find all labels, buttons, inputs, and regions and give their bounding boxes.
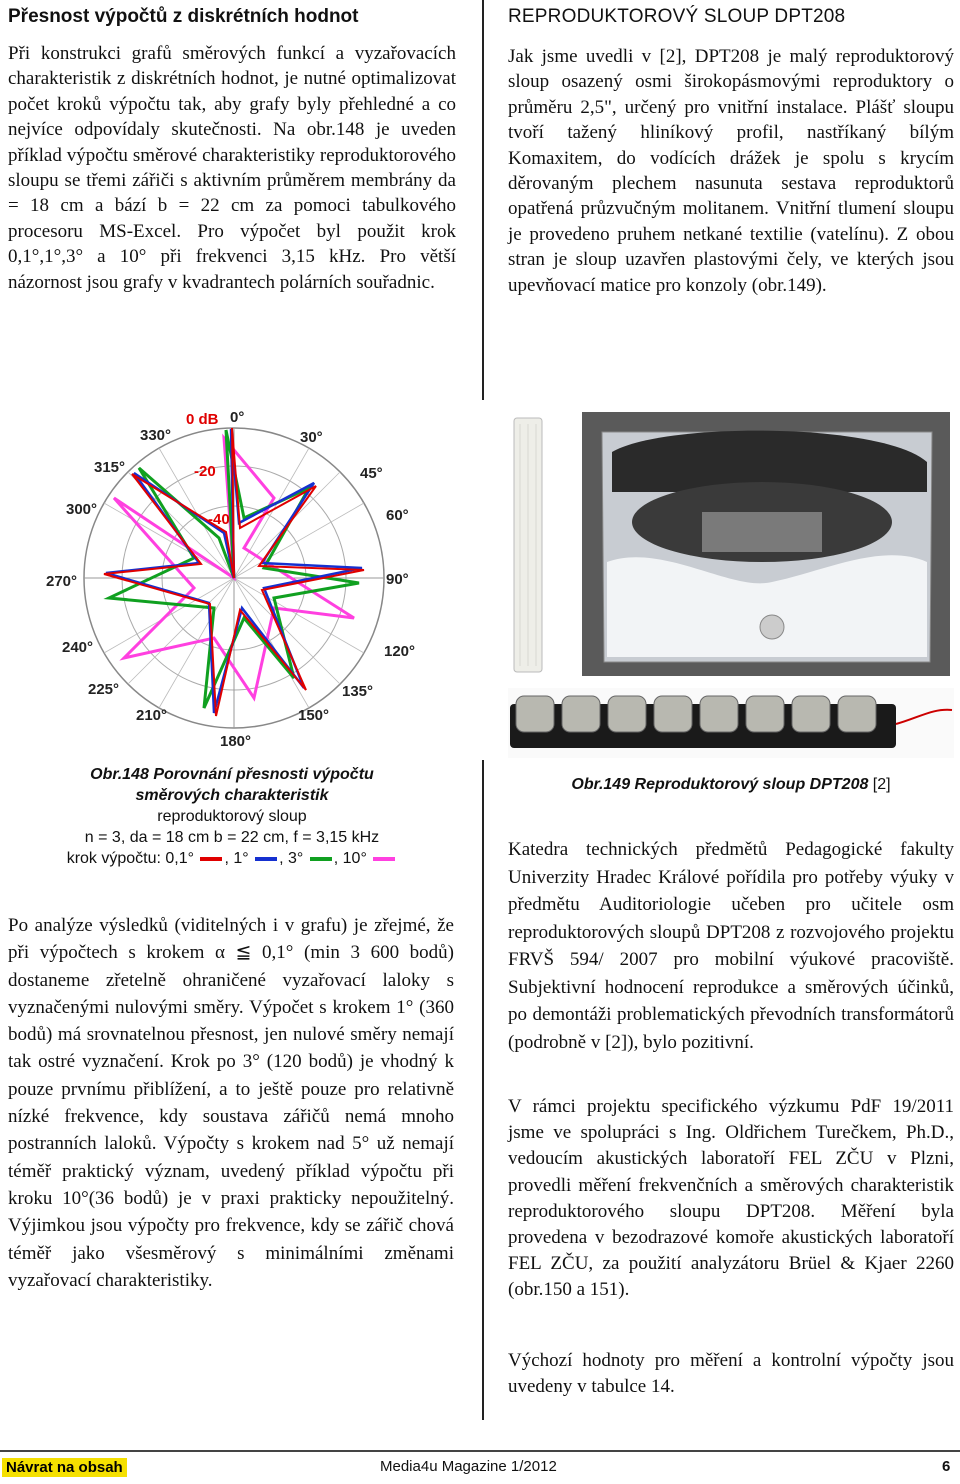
label-60: 60° (386, 507, 409, 524)
research-paragraph: V rámci projektu specifického výzkumu PdF 19/2011 jsme ve spolupráci s Ing. Oldřichem Turečkem, Ph.D., vedoucím akustických laboratoří FEL ZČU v Plzni, provedli měření frekvenčních a směrových charakteristik reproduktorového sloupu DPT208. Měření byla provedena v bezodrazové komoře akustických laboratoří FEL ZČU, za použití analyzátoru Brüel & Kjaer 2260 (obr.150 a 151). (508, 1096, 954, 1301)
caption-148-line3: n = 3, da = 18 cm b = 22 cm, f = 3,15 kHz (84, 829, 380, 846)
table-ref-paragraph: Výchozí hodnoty pro měření a kontrolní výpočty jsou uvedeny v tabulce 14. (508, 1350, 954, 1397)
label-240: 240° (62, 639, 94, 656)
label-0deg: 0° (230, 409, 245, 426)
back-to-contents-link[interactable]: Návrat na obsah (2, 1458, 127, 1477)
caption-148-line2: reproduktorový sloup (157, 808, 307, 825)
analysis-paragraph: Po analýze výsledků (viditelných i v grafu) je zřejmé, že při výpočtech s krokem α ≦ 0,1° (min 3 600 bodů) dostaneme zřetelně ohraničené vyzařovací laloky s vyznačenými nulovými směry. Výpočet s krokem 1° (360 bodů) má srovnatelnou přesnost, jen nulové směry nemají tak ostré vyznačení. Krok po 3° (120 bodů) je vhodný k pouze prvnímu přiblížení, a to ještě pouze pro relativně nízké frekvence, kdy soustava zářičů nemá mnoho postranních laloků. Výpočty s krokem nad 5° už nemají téměř praktický význam, uvedený příklad výpočtu při kroku 10°(36 bodů) je v praxi prakticky nepoužitelný. Výjimkou jsou výpočty pro frekvence, kdy se zářič chová téměř jako všesměrový s minimálními změnami vyzařovací charakteristiky. (8, 915, 454, 1291)
label-210: 210° (136, 707, 168, 724)
legend-swatch-10 (373, 857, 395, 861)
label-minus20: -20 (194, 463, 216, 480)
label-0db: 0 dB (186, 411, 219, 428)
label-120: 120° (384, 643, 416, 660)
polar-chart (30, 402, 450, 754)
label-330: 330° (140, 427, 172, 444)
magazine-name: Media4u Magazine 1/2012 (380, 1458, 557, 1475)
caption-148-step1: , 1° (224, 850, 249, 867)
label-150: 150° (298, 707, 330, 724)
legend-swatch-3 (310, 857, 332, 861)
caption-148-step3: , 3° (279, 850, 304, 867)
dpt208-heading: REPRODUKTOROVÝ SLOUP DPT208 (508, 6, 846, 27)
caption-149-title: Obr.149 Reproduktorový sloup DPT208 (571, 776, 869, 793)
label-225: 225° (88, 681, 120, 698)
label-300: 300° (66, 501, 98, 518)
caption-148-title: Obr.148 Porovnání přesnosti výpočtu směrových charakteristik (90, 766, 374, 804)
figure-149-caption (508, 774, 954, 795)
speaker-column-photo (508, 414, 548, 676)
caption-148-line4 (8, 848, 456, 869)
column-divider (482, 0, 484, 400)
caption-148-step10: , 10° (333, 850, 367, 867)
intro-paragraph: Při konstrukci grafů směrových funkcí a vyzařovacích charakteristik z diskrétních hodnot, je nutné optimalizovat počet kroků výpočtu tak, aby grafy byly přehledné a co nejvíce odpovídaly skutečnosti. Na obr.148 je uveden příklad výpočtu směrové charakteristiky reproduktorového sloupu se třemi zářiči s aktivním průměrem membrány da = 18 cm a bází b = 22 cm za pomoci tabulkového procesoru MS-Excel. Pro výpočet byl použit krok 0,1°,1°,3° a 10° při frekvenci 3,15 kHz. Pro větší názornost jsou grafy v kvadrantech polárních souřadnic. (8, 43, 456, 293)
speaker-crosssection-photo (582, 412, 950, 676)
label-180: 180° (220, 733, 252, 750)
label-30: 30° (300, 429, 323, 446)
caption-148-step-prefix: krok výpočtu: 0,1° (66, 850, 195, 867)
label-315: 315° (94, 459, 126, 476)
section-heading: Přesnost výpočtů z diskrétních hodnot (8, 6, 359, 27)
label-90: 90° (386, 571, 409, 588)
column-divider-lower (482, 760, 484, 1420)
figure-148-caption (8, 764, 456, 869)
speaker-array-photo (508, 688, 954, 758)
legend-swatch-1 (255, 857, 277, 861)
department-paragraph: Katedra technických předmětů Pedagogické fakulty Univerzity Hradec Králové pořídila pro potřeby výuky v předmětu Auditoriologie učeben pro učitele osm reproduktorových sloupů DPT208 z rozvojového projektu FRVŠ 594/ 2007 pro mobilní výukové pracoviště. Subjektivní hodnocení reprodukce a směrových účinků, po demontáži problematických převodních transformátorů (podrobně v [2]), bylo pozitivní. (508, 839, 954, 1053)
label-minus40: -40 (208, 511, 230, 528)
label-270: 270° (46, 573, 78, 590)
caption-149-ref: [2] (868, 776, 891, 793)
footer-divider (0, 1450, 960, 1452)
dpt208-description: Jak jsme uvedli v [2], DPT208 je malý reproduktorový sloup osazený osmi širokopásmovými reproduktory o průměru 2,5", určený pro vnitřní instalace. Plášť sloupu tvoří tažený hliníkový profil, nastříkaný bílým Komaxitem, do vodících drážek je spolu s krycím děrovaným plechem nasunuta sestava reproduktorů opatřená průzvučným molitanem. Vnitřní tlumení sloupu je provedeno pruhem netkané textilie (vatelínu). Z obou stran je sloup uzavřen plastovými čely, ve kterých jsou upevňovací matice pro konzoly (obr.149). (508, 46, 954, 296)
legend-swatch-01 (200, 857, 222, 861)
page-number: 6 (942, 1458, 951, 1475)
label-135: 135° (342, 683, 374, 700)
label-45: 45° (360, 465, 383, 482)
